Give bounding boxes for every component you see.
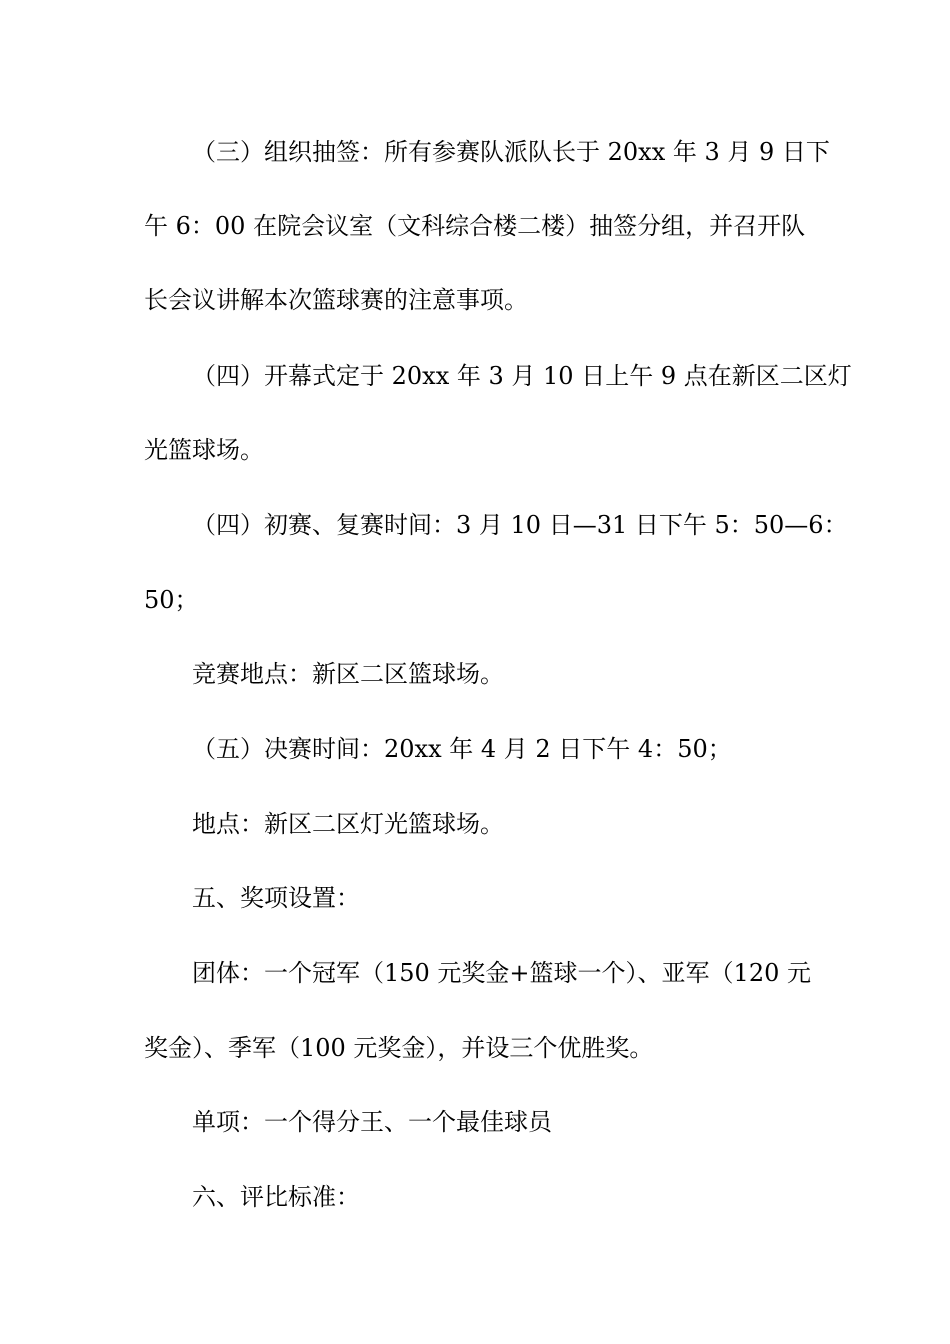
paragraph-line-final-time: （五）决赛时间：20xx 年 4 月 2 日下午 4：50； (192, 735, 732, 763)
section-heading-awards: 五、奖项设置： (192, 884, 360, 912)
paragraph-line-final-venue: 地点：新区二区灯光篮球场。 (192, 810, 504, 838)
paragraph-line-prelim-1: （四）初赛、复赛时间：3 月 10 日—31 日下午 5：50—6： (192, 511, 848, 539)
section-heading-criteria: 六、评比标准： (192, 1183, 360, 1211)
paragraph-line-opening-1: （四）开幕式定于 20xx 年 3 月 10 日上午 9 点在新区二区灯 (192, 362, 852, 390)
paragraph-line-team-awards-2: 奖金）、季军（100 元奖金），并设三个优胜奖。 (144, 1034, 654, 1062)
paragraph-line-individual-awards: 单项：一个得分王、一个最佳球员 (192, 1108, 552, 1136)
paragraph-line-draw-lots-1: （三）组织抽签：所有参赛队派队长于 20xx 年 3 月 9 日下 (192, 138, 830, 166)
paragraph-line-team-awards-1: 团体：一个冠军（150 元奖金+篮球一个）、亚军（120 元 (192, 959, 811, 987)
paragraph-line-venue: 竞赛地点：新区二区篮球场。 (192, 660, 504, 688)
paragraph-line-draw-lots-2: 午 6：00 在院会议室（文科综合楼二楼）抽签分组，并召开队 (144, 212, 806, 240)
paragraph-line-opening-2: 光篮球场。 (144, 436, 264, 464)
paragraph-line-prelim-2: 50； (144, 586, 199, 614)
paragraph-line-draw-lots-3: 长会议讲解本次篮球赛的注意事项。 (144, 286, 528, 314)
